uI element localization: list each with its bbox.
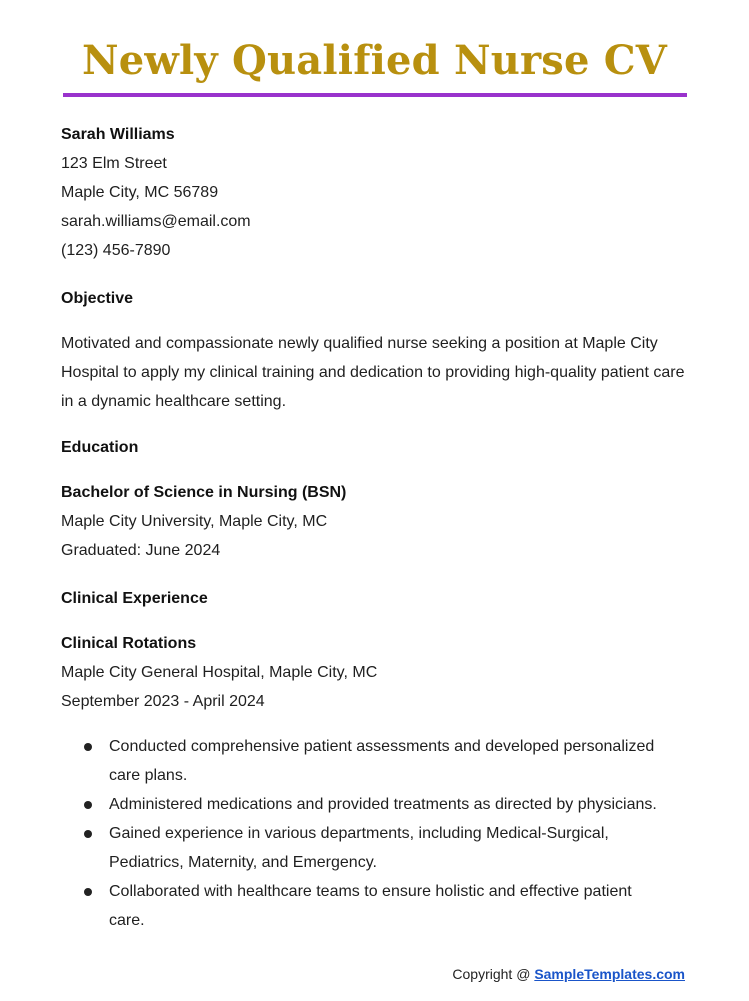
contact-email: sarah.williams@email.com [61, 213, 251, 230]
contact-city: Maple City, MC 56789 [61, 184, 219, 201]
list-item [61, 819, 661, 877]
bullet-text: Collaborated with healthcare teams to ensure holistic and effective patient care. [109, 883, 632, 929]
objective-heading: Objective [61, 290, 134, 307]
experience-block [61, 629, 691, 716]
education-graduated: Graduated: June 2024 [61, 542, 221, 559]
title-divider [63, 93, 687, 97]
sampletemplates-link[interactable]: SampleTemplates.com [534, 966, 685, 982]
contact-street: 123 Elm Street [61, 155, 167, 172]
bullet-text: Conducted comprehensive patient assessments and developed personalized care plans. [109, 738, 655, 784]
objective-text: Motivated and compassionate newly qualified nurse seeking a position at Maple City Hospital to apply my clinical training and dedication to providing high-quality patient care in a dynamic healthcare setting. [61, 335, 685, 410]
bullet-icon [84, 888, 92, 896]
education-degree: Bachelor of Science in Nursing (BSN) [61, 484, 347, 501]
bullet-icon [84, 801, 92, 809]
contact-phone: (123) 456-7890 [61, 242, 171, 259]
list-item [61, 877, 661, 935]
experience-role: Clinical Rotations [61, 635, 197, 652]
experience-heading: Clinical Experience [61, 590, 208, 607]
cv-body [61, 120, 691, 935]
bullet-icon [84, 743, 92, 751]
list-item [61, 732, 661, 790]
bullet-text: Gained experience in various departments, including Medical-Surgical, Pediatrics, Maternity, and Emergency. [109, 825, 609, 871]
copyright-footer [452, 966, 685, 982]
bullet-text: Administered medications and provided treatments as directed by physicians. [109, 796, 657, 813]
experience-dates: September 2023 - April 2024 [61, 693, 265, 710]
education-school: Maple City University, Maple City, MC [61, 513, 328, 530]
list-item [61, 790, 661, 819]
education-block [61, 478, 691, 565]
education-heading: Education [61, 439, 139, 456]
experience-place: Maple City General Hospital, Maple City, MC [61, 664, 378, 681]
experience-bullets [61, 732, 661, 935]
contact-name: Sarah Williams [61, 126, 175, 143]
contact-block [61, 120, 691, 265]
bullet-icon [84, 830, 92, 838]
copyright-text: Copyright @ [452, 966, 535, 982]
page-title: Newly Qualified Nurse CV [81, 37, 668, 84]
